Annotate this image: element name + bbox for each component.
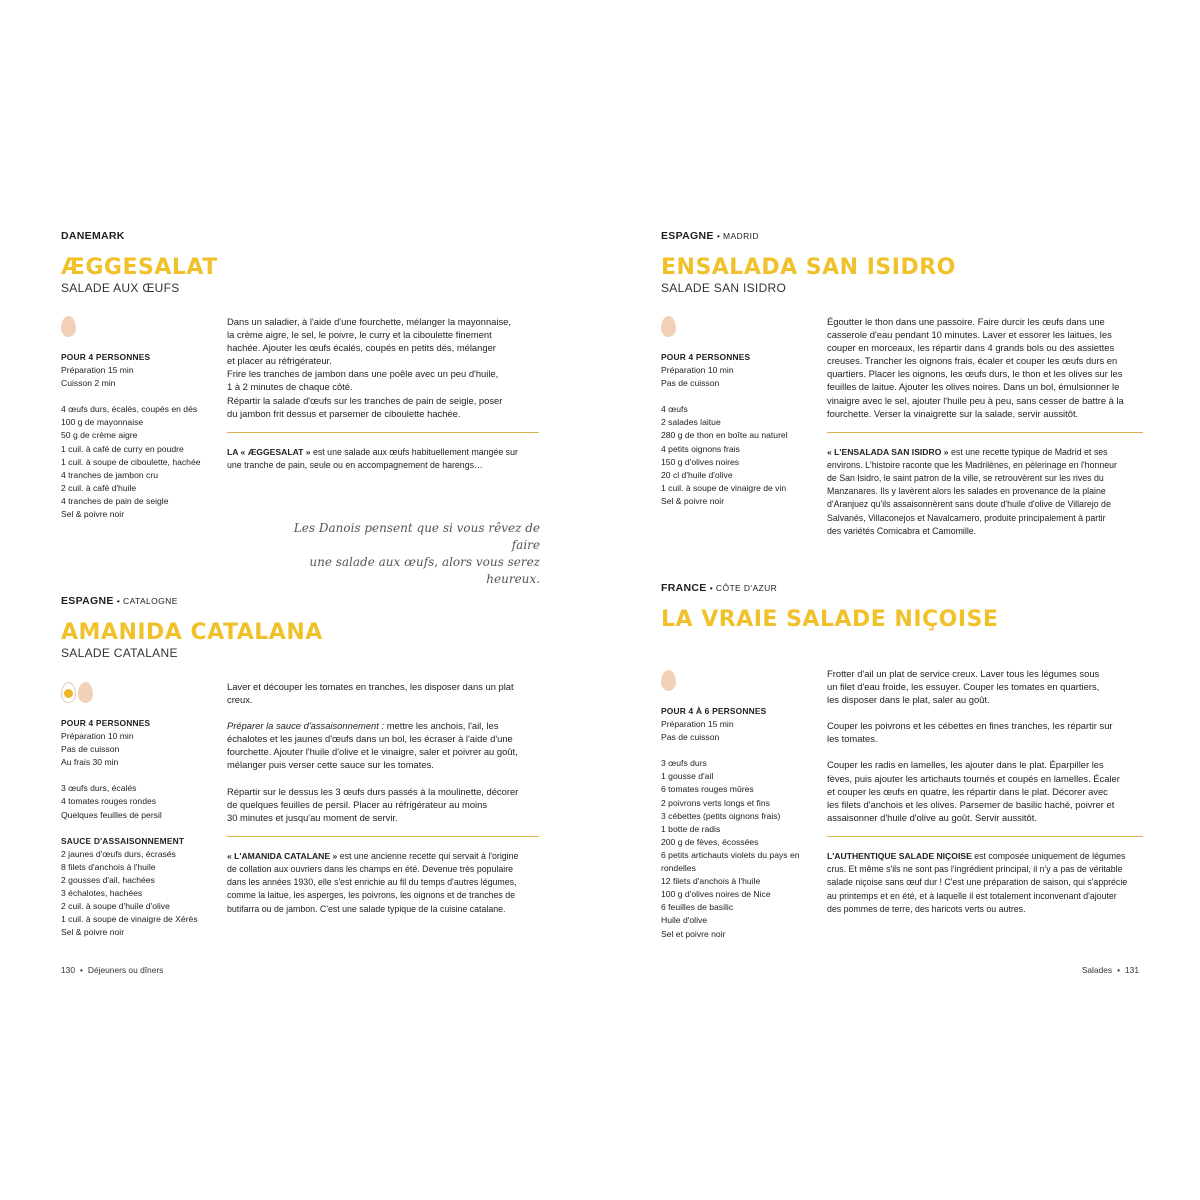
recipe-subtitle: SALADE AUX ŒUFS (61, 281, 180, 295)
recipe-note: LA « ÆGGESALAT » est une salade aux œufs habituellement mangée sur une tranche de pain, seule ou en accompagnement de harengs… (227, 447, 518, 471)
pull-quote: Les Danois pensent que si vous rêvez de faire une salade aux œufs, alors vous serez heureux. (293, 521, 540, 586)
cook-time: Cuisson 2 min (61, 378, 116, 389)
step-line: casserole d'eau pendant 10 minutes. Laver et essorer les laitues, les (827, 329, 1112, 341)
egg-icon (661, 670, 676, 691)
ingredient: 280 g de thon en boîte au naturel (661, 430, 788, 441)
ingredient: 3 œufs durs (661, 758, 707, 769)
step-line: 1 à 2 minutes de chaque côté. (227, 381, 353, 393)
ingredient: rondelles (661, 863, 696, 874)
cook-time: Pas de cuisson (661, 378, 720, 389)
ingredient: 1 cuil. à soupe de ciboulette, hachée (61, 456, 201, 467)
ingredient: Quelques feuilles de persil (61, 809, 162, 820)
step-line: de quelques feuilles de persil. Placer au réfrigérateur au moins (227, 798, 488, 810)
recipe-amanida-sidebar (61, 682, 213, 939)
egg-icon (661, 316, 676, 337)
step-line: fèves, puis ajouter les artichauts tournés et coupés en lamelles. Écaler (827, 772, 1120, 784)
ingredient: 50 g de crème aigre (61, 430, 138, 441)
egg-yolk-icon (61, 682, 76, 703)
divider (827, 432, 1143, 433)
difficulty-eggs (61, 316, 213, 338)
difficulty-eggs (61, 682, 213, 704)
ingredient: 3 cébettes (petits oignons frais) (661, 810, 781, 821)
step-line: creux. (227, 694, 253, 706)
ingredient: 2 jaunes d'œufs durs, écrasés (61, 848, 176, 859)
footer-right: Salades • 131 (1081, 965, 1139, 975)
ingredient: 1 botte de radis (661, 823, 721, 834)
recipe-subtitle: SALADE SAN ISIDRO (661, 281, 787, 295)
ingredient-list (61, 782, 213, 821)
ingredient: 1 cuil. à café de curry en poudre (61, 443, 184, 454)
ingredient-list (661, 403, 813, 508)
recipe-aeggesalat (61, 230, 218, 296)
ingredient: 4 œufs durs, écalés, coupés en dés (61, 404, 198, 415)
sauce-ingredient-list (61, 848, 213, 940)
servings: POUR 4 PERSONNES (61, 718, 151, 728)
prep-time: Préparation 15 min (661, 719, 734, 730)
recipe-title: AMANIDA CATALANA (61, 620, 323, 645)
cook-time: Pas de cuisson (661, 732, 720, 743)
servings: POUR 4 À 6 PERSONNES (661, 706, 767, 716)
step-line: fourchette. Ajouter l'huile d'olive et le vinaigre, saler et poivrer au goût, (227, 746, 518, 758)
ingredient: Sel & poivre noir (661, 495, 725, 506)
recipe-amanida-method (227, 680, 539, 916)
recipe-note: « L'AMANIDA CATALANE » est une ancienne recette qui servait à l'origine de collation aux ouvriers dans les champs en été. Devenue très populaire dans les années 1930, elle s'est enrichie au fil du temps d'autres légumes, comme la laitue, les asperges, les poivrons, les oignons et de tranches de butifarra ou de jambon. C'est une salade typique de la cuisine catalane. (227, 851, 519, 914)
step-line: Égoutter le thon dans une passoire. Faire durcir les œufs dans une (827, 316, 1105, 327)
step-line: couper en morceaux, les répartir dans 4 grands bols ou des assiettes (827, 342, 1115, 354)
step-line: Dans un saladier, à l'aide d'une fourchette, mélanger la mayonnaise, (227, 316, 511, 327)
ingredient: 3 échalotes, hachées (61, 888, 143, 899)
step-line: fourchette. Verser la vinaigrette sur la salade, servir aussitôt. (827, 407, 1079, 419)
ingredient: 1 gousse d'ail (661, 771, 714, 782)
ingredient: 2 poivrons verts longs et fins (661, 797, 770, 808)
prep-time: Préparation 15 min (61, 365, 134, 376)
step-line: et placer au réfrigérateur. (227, 355, 332, 367)
servings: POUR 4 PERSONNES (661, 352, 751, 362)
step-line: Répartir la salade d'œufs sur les tranches de pain de seigle, poser (227, 394, 503, 406)
step-line: Frotter d'ail un plat de service creux. Laver tous les légumes sous (827, 668, 1100, 679)
section-name: Déjeuners ou dîners (87, 965, 164, 975)
step-line: échalotes et les jaunes d'œufs dans un bol, les écraser à l'aide d'une (227, 733, 513, 745)
ingredient: Sel & poivre noir (61, 509, 125, 520)
egg-icon (78, 682, 93, 703)
ingredient: 1 cuil. à soupe de vinaigre de vin (661, 482, 787, 493)
difficulty-eggs (661, 316, 813, 338)
divider (827, 836, 1143, 837)
step-line: quartiers. Placer les oignons, les œufs durs, le thon et les olives sur les (827, 368, 1123, 380)
recipe-aeggesalat-sidebar (61, 316, 213, 521)
cook-time: Pas de cuisson (61, 744, 120, 755)
ingredient: Huile d'olive (661, 915, 708, 926)
ingredient: 6 tomates rouges mûres (661, 784, 754, 795)
prep-time: Préparation 10 min (661, 365, 734, 376)
recipe-country: ESPAGNE • CATALOGNE (61, 595, 178, 607)
ingredient: Sel et poivre noir (661, 928, 726, 939)
recipe-country: FRANCE • CÔTE D'AZUR (661, 582, 778, 594)
step-line: vinaigre avec le sel, ajouter l'huile peu à peu, sans cesser de battre à la (827, 394, 1124, 406)
ingredient: 200 g de fèves, écossées (661, 836, 759, 847)
step-line: mélanger puis verser cette sauce sur les tomates. (227, 759, 434, 771)
ingredient: 3 œufs durs, écalés (61, 783, 137, 794)
ingredient: 8 filets d'anchois à l'huile (61, 861, 156, 872)
recipe-country: ESPAGNE • MADRID (661, 230, 759, 242)
ingredient: 1 cuil. à soupe de vinaigre de Xérès (61, 914, 198, 925)
ingredient: Sel & poivre noir (61, 927, 125, 938)
ingredient: 4 œufs (661, 404, 688, 415)
servings: POUR 4 PERSONNES (61, 352, 151, 362)
ingredient: 2 cuil. à soupe d'huile d'olive (61, 901, 170, 912)
ingredient: 20 cl d'huile d'olive (661, 469, 733, 480)
step-line: les disposer dans le plat, saler au goût. (827, 694, 990, 706)
prep-time: Préparation 10 min (61, 731, 134, 742)
step-line: creuses. Trancher les oignons frais, écaler et couper les œufs durs en (827, 355, 1118, 367)
step-line: 30 minutes et jusqu'au moment de servir. (227, 811, 398, 823)
recipe-note: L'AUTHENTIQUE SALADE NIÇOISE est composée uniquement de légumes crus. Et même s'ils ne sont pas l'ingrédient principal, il n'y a pas de véritable salade niçoise sans œuf dur ! C'est une préparation de saison, qui s'apprécie au printemps et en été, et à laquelle il est totalement inconvenant d'ajouter des pommes de terre, des haricots verts ou autres. (827, 851, 1128, 914)
step-line: la crème aigre, le sel, le poivre, le curry et la ciboulette finement (227, 329, 492, 341)
ingredient: 4 tranches de pain de seigle (61, 495, 169, 506)
step-line: du jambon frit dessus et parsemer de ciboulette hachée. (227, 407, 461, 419)
ingredient: 150 g d'olives noires (661, 456, 740, 467)
recipe-ensalada-san-isidro (661, 230, 956, 296)
recipe-salade-nicoise (661, 582, 998, 633)
step-line: Frire les tranches de jambon dans une poêle avec un peu d'huile, (227, 368, 499, 380)
page-number: 131 (1125, 965, 1139, 975)
recipe-note: « L'ENSALADA SAN ISIDRO » est une recette typique de Madrid et ses environs. L'histoire raconte que les Madrilènes, en pèlerinage en l'honneur de San Isidro, le saint patron de la ville, se retrouvèrent sur les rives du Manzanares. Ils y lavèrent alors les salades en provenance de la plaine d'Aranjuez qu'ils assaisonnèrent sans doute d'huile d'olive de Villarejo de Salvanés, Villaconejos et Navalcarnero, produite principalement à partir des variétés Cornicabra et Camomille. (827, 447, 1117, 536)
step-line: hachée. Ajouter les œufs écalés, coupés en petits dés, mélanger (227, 342, 496, 354)
recipe-title: LA VRAIE SALADE NIÇOISE (661, 607, 999, 632)
ingredient: 100 g de mayonnaise (61, 417, 144, 428)
recipe-amanida-catalana (61, 595, 323, 661)
ingredient-list (661, 757, 813, 940)
chill-time: Au frais 30 min (61, 757, 119, 768)
recipe-title: ÆGGESALAT (61, 255, 218, 280)
recipe-nicoise-method (827, 667, 1143, 916)
ingredient: 2 gousses d'ail, hachées (61, 874, 155, 885)
section-name: Salades (1081, 965, 1113, 975)
recipe-aeggesalat-method (227, 315, 539, 472)
step-line: les filets d'anchois et les olives. Parsemer de basilic haché, poivrer et (827, 798, 1115, 810)
ingredient: 6 petits artichauts violets du pays en (661, 849, 800, 860)
ingredient-list (61, 403, 213, 521)
recipe-title: ENSALADA SAN ISIDRO (661, 255, 956, 280)
recipe-ensalada-sidebar (661, 316, 813, 508)
recipe-subtitle: SALADE CATALANE (61, 646, 178, 660)
recipe-ensalada-method (827, 315, 1143, 538)
step-line: Couper les poivrons et les cébettes en fines tranches, les répartir sur (827, 720, 1113, 732)
ingredient: 12 filets d'anchois à l'huile (661, 876, 761, 887)
step-line: Préparer la sauce d'assaisonnement : mettre les anchois, l'ail, les (227, 720, 499, 732)
step-line: et couper les œufs en quatre, les répartir dans le plat. Décorer avec (827, 785, 1108, 797)
ingredient: 4 tomates rouges rondes (61, 796, 157, 807)
recipe-nicoise-sidebar (661, 670, 813, 941)
divider (227, 836, 539, 837)
page-number: 130 (61, 965, 75, 975)
step-line: les tomates. (827, 733, 878, 745)
ingredient: 6 feuilles de basilic (661, 902, 734, 913)
egg-icon (61, 316, 76, 337)
footer-left: 130 • Déjeuners ou dîners (61, 965, 164, 975)
ingredient: 2 cuil. à café d'huile (61, 482, 137, 493)
ingredient: 4 tranches de jambon cru (61, 469, 158, 480)
difficulty-eggs (661, 670, 813, 692)
divider (227, 432, 539, 433)
ingredient: 2 salades laitue (661, 417, 721, 428)
recipe-country: DANEMARK (61, 230, 125, 242)
ingredient: 100 g d'olives noires de Nice (661, 889, 771, 900)
step-line: un filet d'eau froide, les essuyer. Couper les tomates en quartiers, (827, 681, 1100, 693)
sauce-heading: SAUCE D'ASSAISONNEMENT (61, 835, 185, 846)
step-line: Laver et découper les tomates en tranches, les disposer dans un plat (227, 681, 514, 692)
ingredient: 4 petits oignons frais (661, 443, 740, 454)
step-line: assaisonner d'huile d'olive au goût. Servir aussitôt. (827, 811, 1037, 823)
step-line: Couper les radis en lamelles, les ajouter dans le plat. Éparpiller les (827, 759, 1104, 771)
step-line: Répartir sur le dessus les 3 œufs durs passés à la moulinette, décorer (227, 785, 519, 797)
step-line: feuilles de laitue. Ajouter les olives noires. Dans un bol, émulsionner le (827, 381, 1120, 393)
